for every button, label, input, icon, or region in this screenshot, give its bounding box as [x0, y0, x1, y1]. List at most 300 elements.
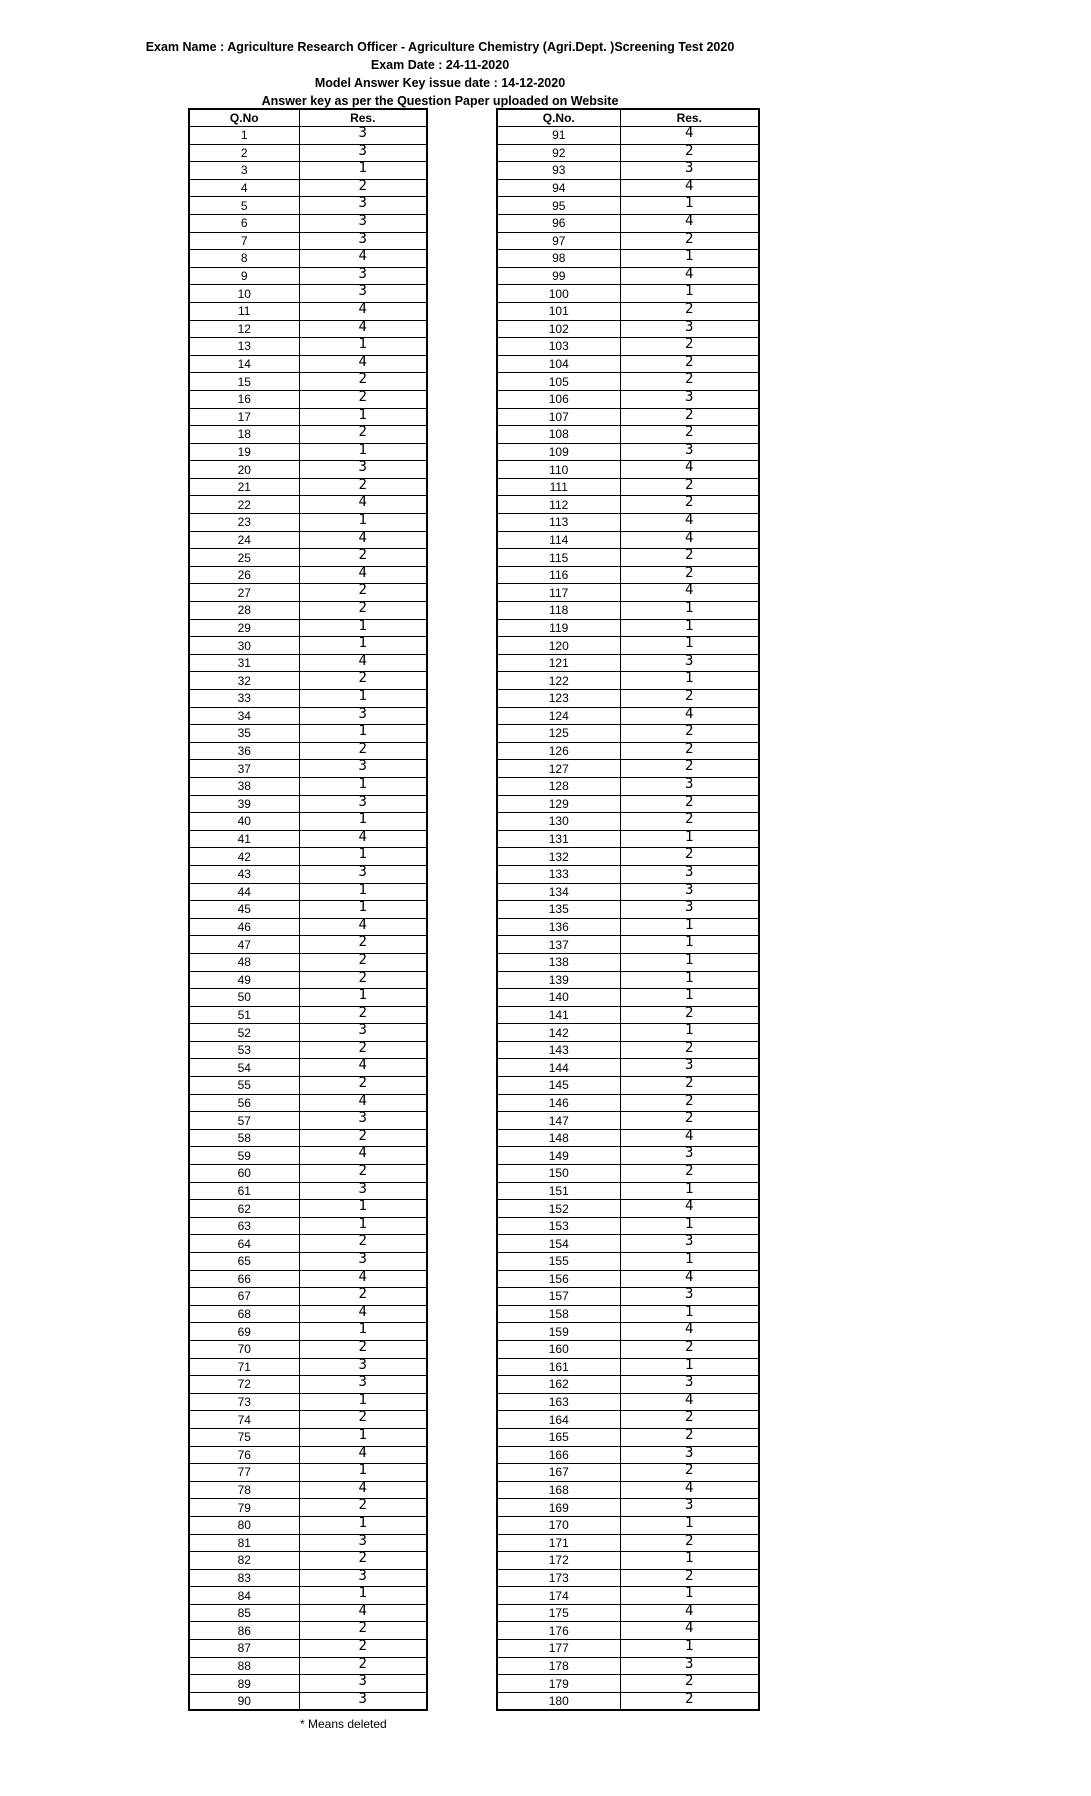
table-row	[189, 549, 427, 567]
question-number: 30	[189, 637, 299, 655]
question-number: 32	[189, 672, 299, 690]
question-number: 110	[497, 461, 620, 479]
question-number: 21	[189, 478, 299, 496]
question-number: 102	[497, 320, 620, 338]
question-number: 87	[189, 1640, 299, 1658]
table-row	[497, 1358, 759, 1376]
answer-response: 4	[620, 1129, 759, 1147]
answer-response: 3	[299, 285, 427, 303]
question-number: 23	[189, 514, 299, 532]
answer-response: 4	[620, 1604, 759, 1622]
question-number: 33	[189, 690, 299, 708]
answer-response: 2	[299, 1499, 427, 1517]
answer-response: 2	[620, 848, 759, 866]
answer-response: 3	[299, 1358, 427, 1376]
question-number: 60	[189, 1165, 299, 1183]
answer-response: 1	[299, 725, 427, 743]
table-row	[189, 461, 427, 479]
table-row	[189, 1059, 427, 1077]
question-number: 72	[189, 1376, 299, 1394]
table-row	[497, 214, 759, 232]
answer-response: 4	[620, 584, 759, 602]
answer-response: 4	[620, 179, 759, 197]
question-number: 31	[189, 654, 299, 672]
question-number: 18	[189, 426, 299, 444]
answer-response: 4	[299, 355, 427, 373]
table-row	[189, 267, 427, 285]
answer-response: 3	[620, 1376, 759, 1394]
table-row	[497, 144, 759, 162]
table-row	[497, 865, 759, 883]
table-row	[497, 1657, 759, 1675]
table-row	[189, 971, 427, 989]
document-header	[0, 38, 880, 110]
question-number: 156	[497, 1270, 620, 1288]
question-number: 85	[189, 1604, 299, 1622]
question-number: 106	[497, 390, 620, 408]
table-row	[189, 953, 427, 971]
answer-response: 4	[299, 1094, 427, 1112]
answer-response: 3	[299, 232, 427, 250]
answer-response: 1	[620, 250, 759, 268]
answer-response: 3	[299, 707, 427, 725]
table-row	[497, 197, 759, 215]
answer-response: 4	[299, 1446, 427, 1464]
table-row	[189, 496, 427, 514]
answer-response: 1	[299, 443, 427, 461]
answer-response: 1	[620, 1587, 759, 1605]
answer-response: 2	[620, 1077, 759, 1095]
question-number: 79	[189, 1499, 299, 1517]
answer-response: 3	[299, 197, 427, 215]
question-number: 170	[497, 1516, 620, 1534]
table-row	[497, 1604, 759, 1622]
table-row	[497, 1006, 759, 1024]
question-number: 19	[189, 443, 299, 461]
answer-response: 3	[299, 144, 427, 162]
answer-response: 3	[299, 127, 427, 145]
question-number: 7	[189, 232, 299, 250]
answer-response: 1	[620, 619, 759, 637]
question-number: 20	[189, 461, 299, 479]
table-row	[189, 302, 427, 320]
table-row	[189, 1587, 427, 1605]
answer-response: 1	[620, 1516, 759, 1534]
table-row	[189, 1182, 427, 1200]
table-row	[497, 619, 759, 637]
table-row	[189, 373, 427, 391]
question-number: 98	[497, 250, 620, 268]
question-number: 42	[189, 848, 299, 866]
question-number: 44	[189, 883, 299, 901]
question-number: 73	[189, 1393, 299, 1411]
answer-response: 3	[620, 1446, 759, 1464]
answer-response: 3	[299, 865, 427, 883]
answer-response: 1	[620, 602, 759, 620]
answer-response: 1	[620, 989, 759, 1007]
question-number: 77	[189, 1464, 299, 1482]
answer-response: 3	[299, 267, 427, 285]
table-row	[189, 1323, 427, 1341]
question-number: 96	[497, 214, 620, 232]
question-number: 162	[497, 1376, 620, 1394]
table-row	[497, 390, 759, 408]
table-row	[189, 830, 427, 848]
table-row	[189, 1200, 427, 1218]
answer-response: 2	[620, 795, 759, 813]
table-row	[497, 1288, 759, 1306]
question-number: 41	[189, 830, 299, 848]
table-row	[497, 1569, 759, 1587]
question-number: 112	[497, 496, 620, 514]
table-row	[189, 531, 427, 549]
table-row	[189, 1552, 427, 1570]
answer-response: 1	[620, 1253, 759, 1271]
question-number: 157	[497, 1288, 620, 1306]
table-row	[497, 1675, 759, 1693]
question-number: 155	[497, 1253, 620, 1271]
question-number: 71	[189, 1358, 299, 1376]
table-row	[189, 443, 427, 461]
question-number: 120	[497, 637, 620, 655]
table-row	[497, 1059, 759, 1077]
table-row	[497, 971, 759, 989]
answer-response: 1	[299, 1217, 427, 1235]
question-number: 27	[189, 584, 299, 602]
table-row	[497, 302, 759, 320]
question-number: 64	[189, 1235, 299, 1253]
table-row	[189, 1305, 427, 1323]
question-number: 2	[189, 144, 299, 162]
answer-response: 2	[299, 971, 427, 989]
question-number: 176	[497, 1622, 620, 1640]
answer-response: 2	[620, 426, 759, 444]
question-number: 141	[497, 1006, 620, 1024]
answer-response: 1	[620, 637, 759, 655]
answer-response: 2	[620, 1112, 759, 1130]
question-number: 178	[497, 1657, 620, 1675]
answer-response: 3	[620, 1657, 759, 1675]
question-number: 84	[189, 1587, 299, 1605]
question-number: 93	[497, 162, 620, 180]
answer-response: 4	[299, 1147, 427, 1165]
answer-response: 2	[620, 496, 759, 514]
answer-response: 4	[620, 1481, 759, 1499]
table-row	[497, 179, 759, 197]
table-row	[189, 1534, 427, 1552]
question-number: 65	[189, 1253, 299, 1271]
table-row	[189, 1446, 427, 1464]
table-row	[189, 320, 427, 338]
question-number: 8	[189, 250, 299, 268]
table-row	[189, 1675, 427, 1693]
answer-response: 1	[620, 918, 759, 936]
question-number: 38	[189, 777, 299, 795]
question-number: 83	[189, 1569, 299, 1587]
table-row	[497, 1340, 759, 1358]
answer-response: 2	[620, 725, 759, 743]
question-number: 58	[189, 1129, 299, 1147]
table-row	[189, 1481, 427, 1499]
table-row	[497, 637, 759, 655]
table-row	[189, 1499, 427, 1517]
question-number: 86	[189, 1622, 299, 1640]
question-number: 135	[497, 901, 620, 919]
answer-response: 3	[620, 1147, 759, 1165]
answer-response: 4	[620, 531, 759, 549]
answer-response: 1	[299, 883, 427, 901]
table-row	[497, 127, 759, 145]
question-number: 113	[497, 514, 620, 532]
answer-response: 4	[299, 566, 427, 584]
table-row	[497, 1622, 759, 1640]
table-row	[189, 1411, 427, 1429]
answer-response: 3	[620, 1288, 759, 1306]
question-number: 105	[497, 373, 620, 391]
table-row	[497, 1323, 759, 1341]
question-number: 50	[189, 989, 299, 1007]
answer-response: 2	[620, 1428, 759, 1446]
answer-response: 4	[620, 1393, 759, 1411]
answer-response: 4	[620, 1323, 759, 1341]
table-row	[497, 1253, 759, 1271]
table-row	[189, 707, 427, 725]
answer-response: 2	[299, 742, 427, 760]
answer-response: 1	[620, 936, 759, 954]
question-number: 81	[189, 1534, 299, 1552]
table-row	[497, 461, 759, 479]
table-row	[189, 848, 427, 866]
table-row	[497, 936, 759, 954]
question-number: 111	[497, 478, 620, 496]
answer-response: 2	[299, 1129, 427, 1147]
question-number: 175	[497, 1604, 620, 1622]
answer-response: 1	[299, 338, 427, 356]
question-number: 100	[497, 285, 620, 303]
answer-response: 2	[299, 373, 427, 391]
table-row	[189, 1235, 427, 1253]
table-row	[189, 1340, 427, 1358]
answer-response: 3	[620, 162, 759, 180]
answer-response: 3	[620, 390, 759, 408]
question-number: 53	[189, 1041, 299, 1059]
table-row	[497, 443, 759, 461]
answer-response: 4	[299, 1059, 427, 1077]
deleted-note: * Means deleted	[300, 1717, 387, 1731]
table-row	[497, 760, 759, 778]
answer-response: 2	[299, 936, 427, 954]
table-row	[189, 795, 427, 813]
answer-response: 2	[620, 338, 759, 356]
question-number: 46	[189, 918, 299, 936]
answer-response: 1	[620, 953, 759, 971]
table-row	[497, 320, 759, 338]
table-row	[189, 654, 427, 672]
question-number: 26	[189, 566, 299, 584]
answer-response: 2	[620, 566, 759, 584]
table-row	[189, 408, 427, 426]
table-row	[497, 1464, 759, 1482]
answer-response: 1	[620, 830, 759, 848]
answer-response: 4	[299, 320, 427, 338]
question-number: 128	[497, 777, 620, 795]
question-number: 97	[497, 232, 620, 250]
answer-response: 2	[620, 1006, 759, 1024]
question-number: 1	[189, 127, 299, 145]
question-number: 143	[497, 1041, 620, 1059]
table-row	[497, 1077, 759, 1095]
question-number: 14	[189, 355, 299, 373]
question-number: 49	[189, 971, 299, 989]
question-number: 28	[189, 602, 299, 620]
table-row	[497, 1147, 759, 1165]
question-number: 172	[497, 1552, 620, 1570]
answer-response: 4	[620, 214, 759, 232]
table-row	[189, 426, 427, 444]
table-row	[189, 1147, 427, 1165]
answer-response: 1	[299, 408, 427, 426]
table-row	[189, 1094, 427, 1112]
question-number: 24	[189, 531, 299, 549]
answer-response: 3	[299, 795, 427, 813]
answer-response: 2	[299, 1411, 427, 1429]
table-row	[189, 1428, 427, 1446]
answer-response: 3	[299, 1675, 427, 1693]
answer-response: 2	[620, 1340, 759, 1358]
table-row	[189, 1393, 427, 1411]
question-number: 40	[189, 813, 299, 831]
table-row	[497, 918, 759, 936]
question-number: 174	[497, 1587, 620, 1605]
question-number: 92	[497, 144, 620, 162]
column-header-qno: Q.No	[189, 109, 299, 127]
table-row	[497, 777, 759, 795]
table-row	[189, 637, 427, 655]
table-row	[497, 566, 759, 584]
question-number: 35	[189, 725, 299, 743]
question-number: 25	[189, 549, 299, 567]
question-number: 29	[189, 619, 299, 637]
question-number: 36	[189, 742, 299, 760]
exam-name: Exam Name : Agriculture Research Officer - Agriculture Chemistry (Agri.Dept. )Screening Test 2020	[145, 40, 735, 54]
table-row	[189, 1217, 427, 1235]
answer-response: 2	[299, 1552, 427, 1570]
answer-response: 1	[299, 813, 427, 831]
table-row	[189, 1024, 427, 1042]
table-row	[497, 1305, 759, 1323]
answer-response: 3	[299, 1253, 427, 1271]
answer-response: 2	[620, 373, 759, 391]
table-row	[497, 1376, 759, 1394]
answer-response: 1	[620, 1358, 759, 1376]
answer-response: 4	[299, 1305, 427, 1323]
table-row	[497, 1235, 759, 1253]
answer-response: 4	[299, 250, 427, 268]
question-number: 59	[189, 1147, 299, 1165]
table-row	[189, 214, 427, 232]
question-number: 99	[497, 267, 620, 285]
question-number: 5	[189, 197, 299, 215]
answer-response: 2	[299, 953, 427, 971]
question-number: 171	[497, 1534, 620, 1552]
table-row	[497, 742, 759, 760]
question-number: 180	[497, 1692, 620, 1710]
answer-response: 3	[620, 883, 759, 901]
question-number: 55	[189, 1077, 299, 1095]
answer-response: 3	[299, 1534, 427, 1552]
question-number: 126	[497, 742, 620, 760]
table-row	[189, 672, 427, 690]
question-number: 39	[189, 795, 299, 813]
table-row	[497, 1552, 759, 1570]
table-row	[189, 144, 427, 162]
answer-response: 2	[299, 1288, 427, 1306]
table-row	[189, 1129, 427, 1147]
table-row	[189, 250, 427, 268]
table-row	[189, 1692, 427, 1710]
table-row	[189, 478, 427, 496]
answer-response: 2	[620, 1464, 759, 1482]
answer-response: 1	[299, 1587, 427, 1605]
answer-response: 2	[299, 390, 427, 408]
question-number: 163	[497, 1393, 620, 1411]
answer-response: 3	[620, 1235, 759, 1253]
table-row	[497, 795, 759, 813]
question-number: 12	[189, 320, 299, 338]
question-number: 57	[189, 1112, 299, 1130]
question-number: 104	[497, 355, 620, 373]
question-number: 80	[189, 1516, 299, 1534]
table-row	[189, 338, 427, 356]
answer-response: 2	[299, 1622, 427, 1640]
question-number: 148	[497, 1129, 620, 1147]
table-row	[189, 1640, 427, 1658]
question-number: 133	[497, 865, 620, 883]
table-row	[189, 865, 427, 883]
question-number: 34	[189, 707, 299, 725]
table-row	[189, 197, 427, 215]
table-row	[189, 1006, 427, 1024]
table-row	[189, 232, 427, 250]
question-number: 3	[189, 162, 299, 180]
answer-response: 1	[620, 672, 759, 690]
answer-response: 1	[299, 1464, 427, 1482]
question-number: 127	[497, 760, 620, 778]
question-number: 160	[497, 1340, 620, 1358]
table-row	[497, 1534, 759, 1552]
table-row	[497, 883, 759, 901]
answer-response: 3	[299, 1182, 427, 1200]
question-number: 118	[497, 602, 620, 620]
answer-response: 1	[299, 1516, 427, 1534]
table-row	[189, 1165, 427, 1183]
column-header-res: Res.	[299, 109, 427, 127]
question-number: 67	[189, 1288, 299, 1306]
table-row	[189, 390, 427, 408]
table-row	[189, 566, 427, 584]
table-row	[497, 1112, 759, 1130]
table-row	[497, 426, 759, 444]
question-number: 15	[189, 373, 299, 391]
table-row	[189, 936, 427, 954]
answer-response: 1	[620, 1640, 759, 1658]
table-row	[497, 1094, 759, 1112]
table-row	[497, 953, 759, 971]
answer-response: 3	[620, 865, 759, 883]
answer-response: 1	[620, 285, 759, 303]
question-number: 88	[189, 1657, 299, 1675]
question-number: 122	[497, 672, 620, 690]
